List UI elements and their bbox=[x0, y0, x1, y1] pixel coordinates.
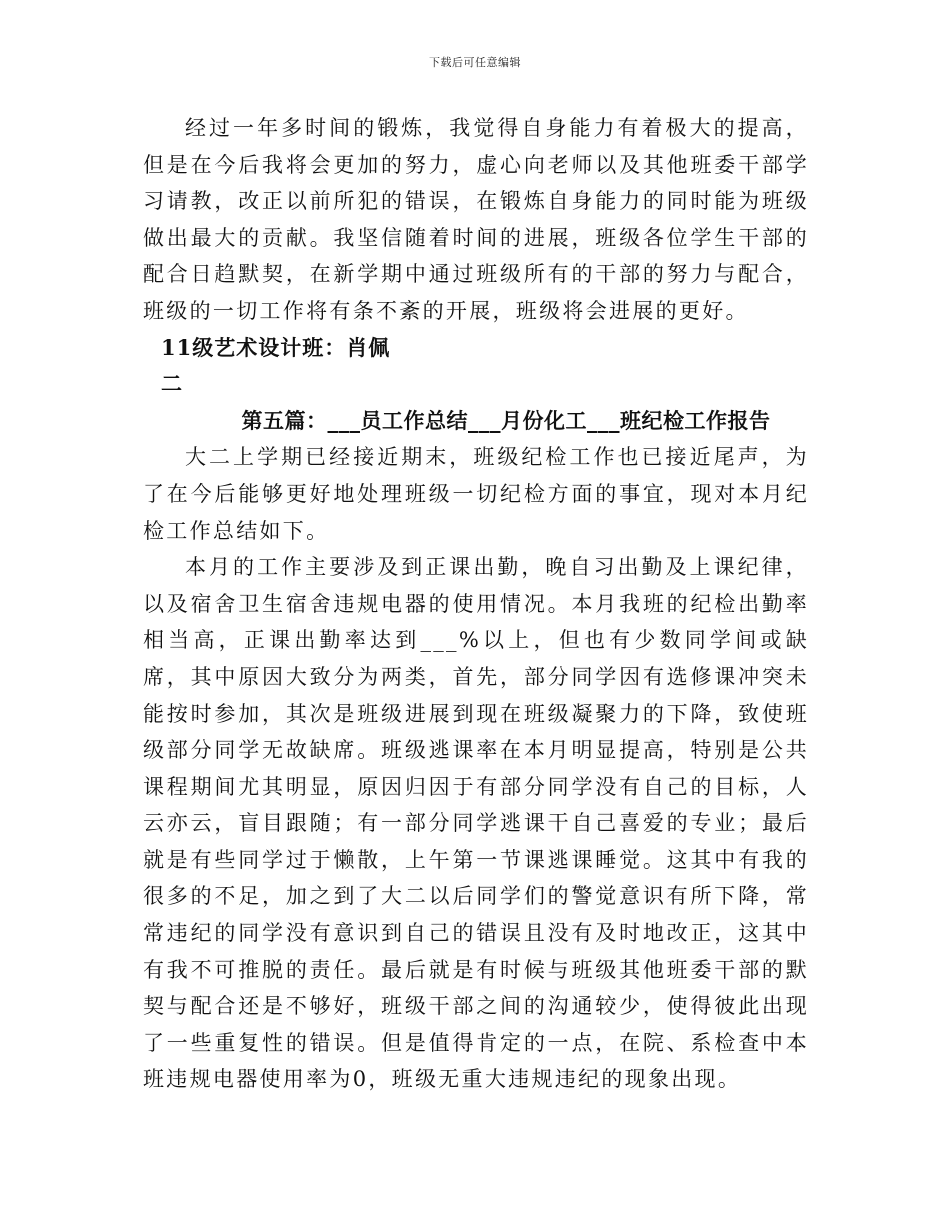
page-header: 下载后可任意编辑 bbox=[429, 56, 521, 69]
section-heading: 第五篇：___员工作总结___月份化工___班纪检工作报告 bbox=[241, 407, 771, 433]
signature-line: 11级艺术设计班：肖佩 bbox=[161, 334, 391, 360]
section-number: 二 bbox=[161, 371, 183, 397]
document-body bbox=[143, 110, 809, 1098]
paragraph-intro: 大二上学期已经接近期末，班级纪检工作也已接近尾声，为了在今后能够更好地处理班级一切纪检方面的事宜，现对本月纪检工作总结如下。 bbox=[143, 445, 809, 543]
paragraph-work-report: 本月的工作主要涉及到正课出勤，晚自习出勤及上课纪律，以及宿舍卫生宿舍违规电器的使用情况。本月我班的纪检出勤率相当高，正课出勤率达到___%以上，但也有少数同学间或缺席，其中原因大致分为两类，首先，部分同学因有选修课冲突未能按时参加，其次是班级进展到现在班级凝聚力的下降，致使班级部分同学无故缺席。班级逃课率在本月明显提高，特别是公共课程期间尤其明显，原因归因于有部分同学没有自己的目标，人云亦云，盲目跟随；有一部分同学逃课干自己喜爱的专业；最后就是有些同学过于懒散，上午第一节课逃课睡觉。这其中有我的很多的不足，加之到了大二以后同学们的警觉意识有所下降，常常违纪的同学没有意识到自己的错误且没有及时地改正，这其中有我不可推脱的责任。最后就是有时候与班级其他班委干部的默契与配合还是不够好，班级干部之间的沟通较少，使得彼此出现了一些重复性的错误。但是值得肯定的一点，在院、系检查中本班违规电器使用率为0，班级无重大违规违纪的现象出现。 bbox=[143, 555, 809, 1092]
paragraph-summary: 经过一年多时间的锻炼，我觉得自身能力有着极大的提高，但是在今后我将会更加的努力，虚心向老师以及其他班委干部学习请教，改正以前所犯的错误，在锻炼自身能力的同时能为班级做出最大的贡献。我坚信随着时间的进展，班级各位学生干部的配合日趋默契，在新学期中通过班级所有的干部的努力与配合，班级的一切工作将有条不紊的开展，班级将会进展的更好。 bbox=[143, 116, 809, 323]
